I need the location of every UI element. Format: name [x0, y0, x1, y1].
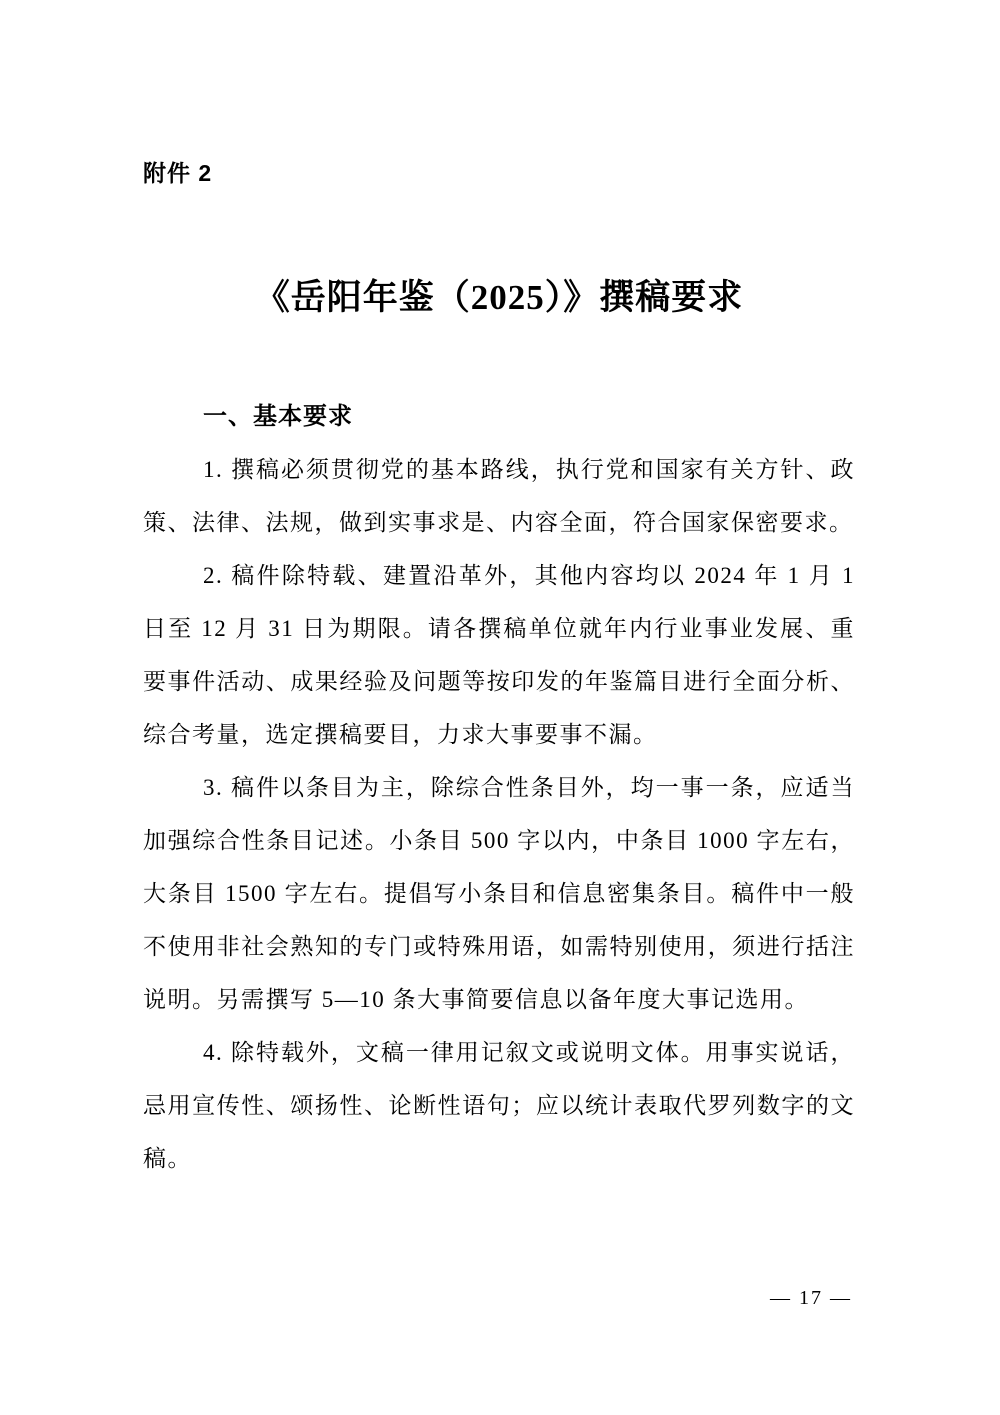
page-number: — 17 — [770, 1287, 852, 1309]
paragraph-1: 1. 撰稿必须贯彻党的基本路线，执行党和国家有关方针、政策、法律、法规，做到实事求是、内容全面，符合国家保密要求。 [143, 457, 855, 535]
page-title: 《岳阳年鉴（2025）》撰稿要求 [254, 278, 744, 317]
paragraph-4: 4. 除特载外，文稿一律用记叙文或说明文体。用事实说话，忌用宣传性、颂扬性、论断性语句；应以统计表取代罗列数字的文稿。 [143, 1040, 855, 1171]
document-body [143, 443, 855, 1185]
paragraph-3: 3. 稿件以条目为主，除综合性条目外，均一事一条，应适当加强综合性条目记述。小条目 500 字以内，中条目 1000 字左右，大条目 1500 字左右。提倡写小条目和信息密集条目。稿件中一般不使用非社会熟知的专门或特殊用语，如需特别使用，须进行括注说明。另需撰写 5—10 条大事简要信息以备年度大事记选用。 [143, 775, 855, 1012]
paragraph-2: 2. 稿件除特载、建置沿革外，其他内容均以 2024 年 1 月 1 日至 12 月 31 日为期限。请各撰稿单位就年内行业事业发展、重要事件活动、成果经验及问题等按印发的年鉴篇目进行全面分析、综合考量，选定撰稿要目，力求大事要事不漏。 [143, 563, 855, 747]
attachment-label: 附件 2 [143, 160, 213, 186]
section-heading: 一、基本要求 [203, 403, 353, 430]
